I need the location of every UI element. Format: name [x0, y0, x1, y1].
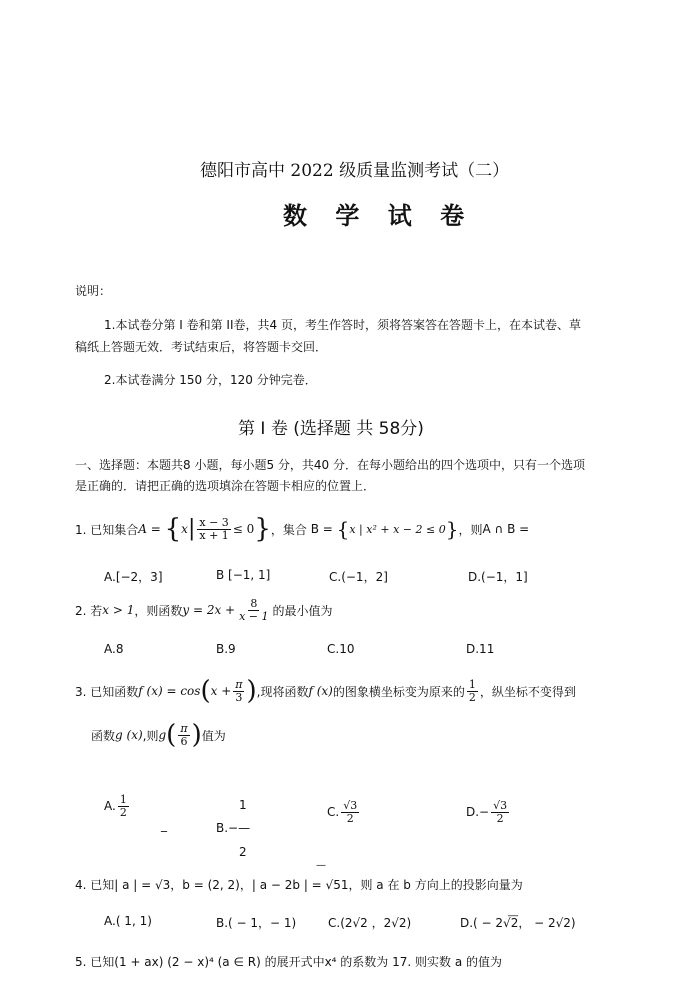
- q3-option-b-dash: _: [161, 818, 167, 832]
- q2-option-a[interactable]: A.8: [104, 642, 124, 656]
- q3-option-b-top: 1: [239, 798, 247, 812]
- q1-option-d[interactable]: D.(−1，1]: [468, 570, 528, 584]
- exam-subtitle: 德阳市高中 2022 级质量监测考试（二）: [200, 161, 510, 181]
- question-1-stem: 1. 已知集合 A = { x | $\frac{x - 3}{x + 1}$ ≤ 0 } ，集合 B = { x | x² + x − 2 ≤ 0 } ，则 A ∩ B =: [75, 514, 530, 544]
- section-heading: 第 I 卷 (选择题 共 58分): [238, 419, 424, 439]
- q2-option-b[interactable]: B.9: [216, 642, 236, 656]
- q4-option-d-extra: __: [508, 906, 518, 917]
- q4-overline-mark: —: [316, 860, 326, 871]
- note-1-line-2: 稿纸上答题无效．考试结束后，将答题卡交回．: [75, 340, 328, 354]
- question-3-stem: 3. 已知函数 f (x) = cos ( x + $\frac{\pi}{3}$ ) ,现将函数 f (x) 的图象横坐标变为原来的 $\frac{1}{2}$ ，纵坐标不变得到: [75, 676, 576, 706]
- exam-title: 数 学 试 卷: [283, 201, 475, 230]
- notes-label: 说明：: [75, 284, 112, 298]
- q3-option-b-bottom: 2: [239, 845, 247, 859]
- q1-option-b[interactable]: B [−1, 1]: [216, 568, 271, 582]
- q1-option-c[interactable]: C.(−1，2]: [329, 570, 388, 584]
- q1-option-a[interactable]: A.[−2，3]: [104, 570, 163, 584]
- q2-option-d[interactable]: D.11: [466, 642, 495, 656]
- q3-option-c[interactable]: C. $\frac{√3}{2}$: [327, 799, 358, 825]
- q3-option-d[interactable]: D.− $\frac{√3}{2}$: [466, 799, 508, 825]
- section-intro-line-1: 一、选择题：本题共8 小题，每小题5 分，共40 分．在每小题给出的四个选项中，只有一个选项: [75, 458, 585, 472]
- note-2: 2.本试卷满分 150 分，120 分钟完卷．: [104, 373, 317, 387]
- section-intro-line-2: 是正确的．请把正确的选项填涂在答题卡相应的位置上．: [75, 479, 376, 493]
- q4-option-d[interactable]: D.( − 2√2， − 2√2): [460, 916, 576, 930]
- q2-option-c[interactable]: C.10: [327, 642, 355, 656]
- q4-option-b[interactable]: B.( − 1，− 1): [216, 916, 297, 930]
- q4-option-a[interactable]: A.( 1, 1): [104, 914, 152, 928]
- question-2-stem: 2. 若 x > 1 ，则函数 y = 2x + $\frac{8}{x - 1}$ 的最小值为: [75, 597, 333, 623]
- q4-option-c[interactable]: C.(2√2 ，2√2): [328, 916, 412, 930]
- q3-option-b[interactable]: B.−—: [216, 821, 251, 835]
- question-5-stem: 5. 已知(1 + ax) (2 − x)⁴ (a ∈ R) 的展开式中x⁴ 的系数为 17. 则实数 a 的值为: [75, 955, 502, 969]
- question-4-stem: 4. 已知| a | = √3，b = (2, 2)，| a − 2b | = √51，则 a 在 b 方向上的投影向量为: [75, 878, 523, 892]
- question-3-stem-line-2: 函数 g (x) ,则 g ( $\frac{\pi}{6}$ ) 值为: [91, 720, 226, 750]
- q3-option-a[interactable]: A. $\frac{1}{2}$: [104, 793, 127, 819]
- note-1-line-1: 1.本试卷分第 I 卷和第 II卷，共4 页，考生作答时，须将答案答在答题卡上，在本试卷、草: [104, 318, 581, 332]
